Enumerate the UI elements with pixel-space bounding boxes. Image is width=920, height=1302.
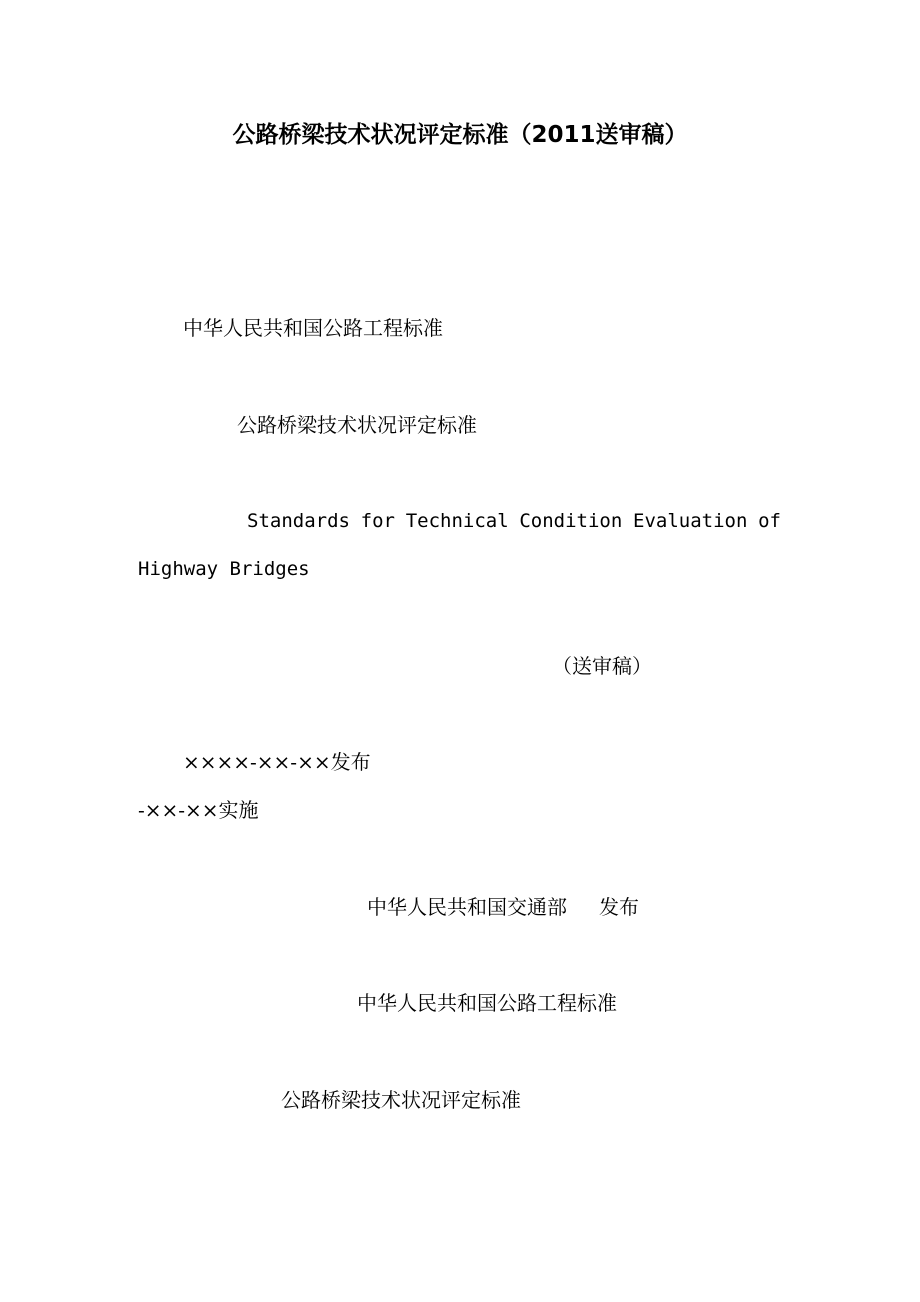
en-word: Condition <box>519 510 623 532</box>
document-title: 公路桥梁技术状况评定标准（2011送审稿） <box>232 122 688 148</box>
draft-note: （送审稿） <box>552 654 652 678</box>
implement-date: -××-××实施 <box>138 798 259 822</box>
en-word: Technical <box>405 510 509 532</box>
issuer-line <box>367 897 639 917</box>
issuer-action: 发布 <box>599 895 639 919</box>
standard-category-repeat: 中华人民共和国公路工程标准 <box>357 991 617 1015</box>
en-word: Standards <box>247 510 350 532</box>
standard-name-cn-repeat: 公路桥梁技术状况评定标准 <box>281 1088 521 1112</box>
standard-name-en-line2: Highway Bridges <box>138 558 310 580</box>
en-word: Evaluation <box>633 510 748 532</box>
standard-name-en-line1 <box>247 512 781 531</box>
standard-name-cn: 公路桥梁技术状况评定标准 <box>237 413 477 437</box>
issuer-name: 中华人民共和国交通部 <box>367 895 567 919</box>
en-word: for <box>360 510 395 532</box>
en-word: of <box>758 510 781 532</box>
standard-category: 中华人民共和国公路工程标准 <box>183 316 443 340</box>
publish-date: ××××-××-××发布 <box>183 750 371 774</box>
